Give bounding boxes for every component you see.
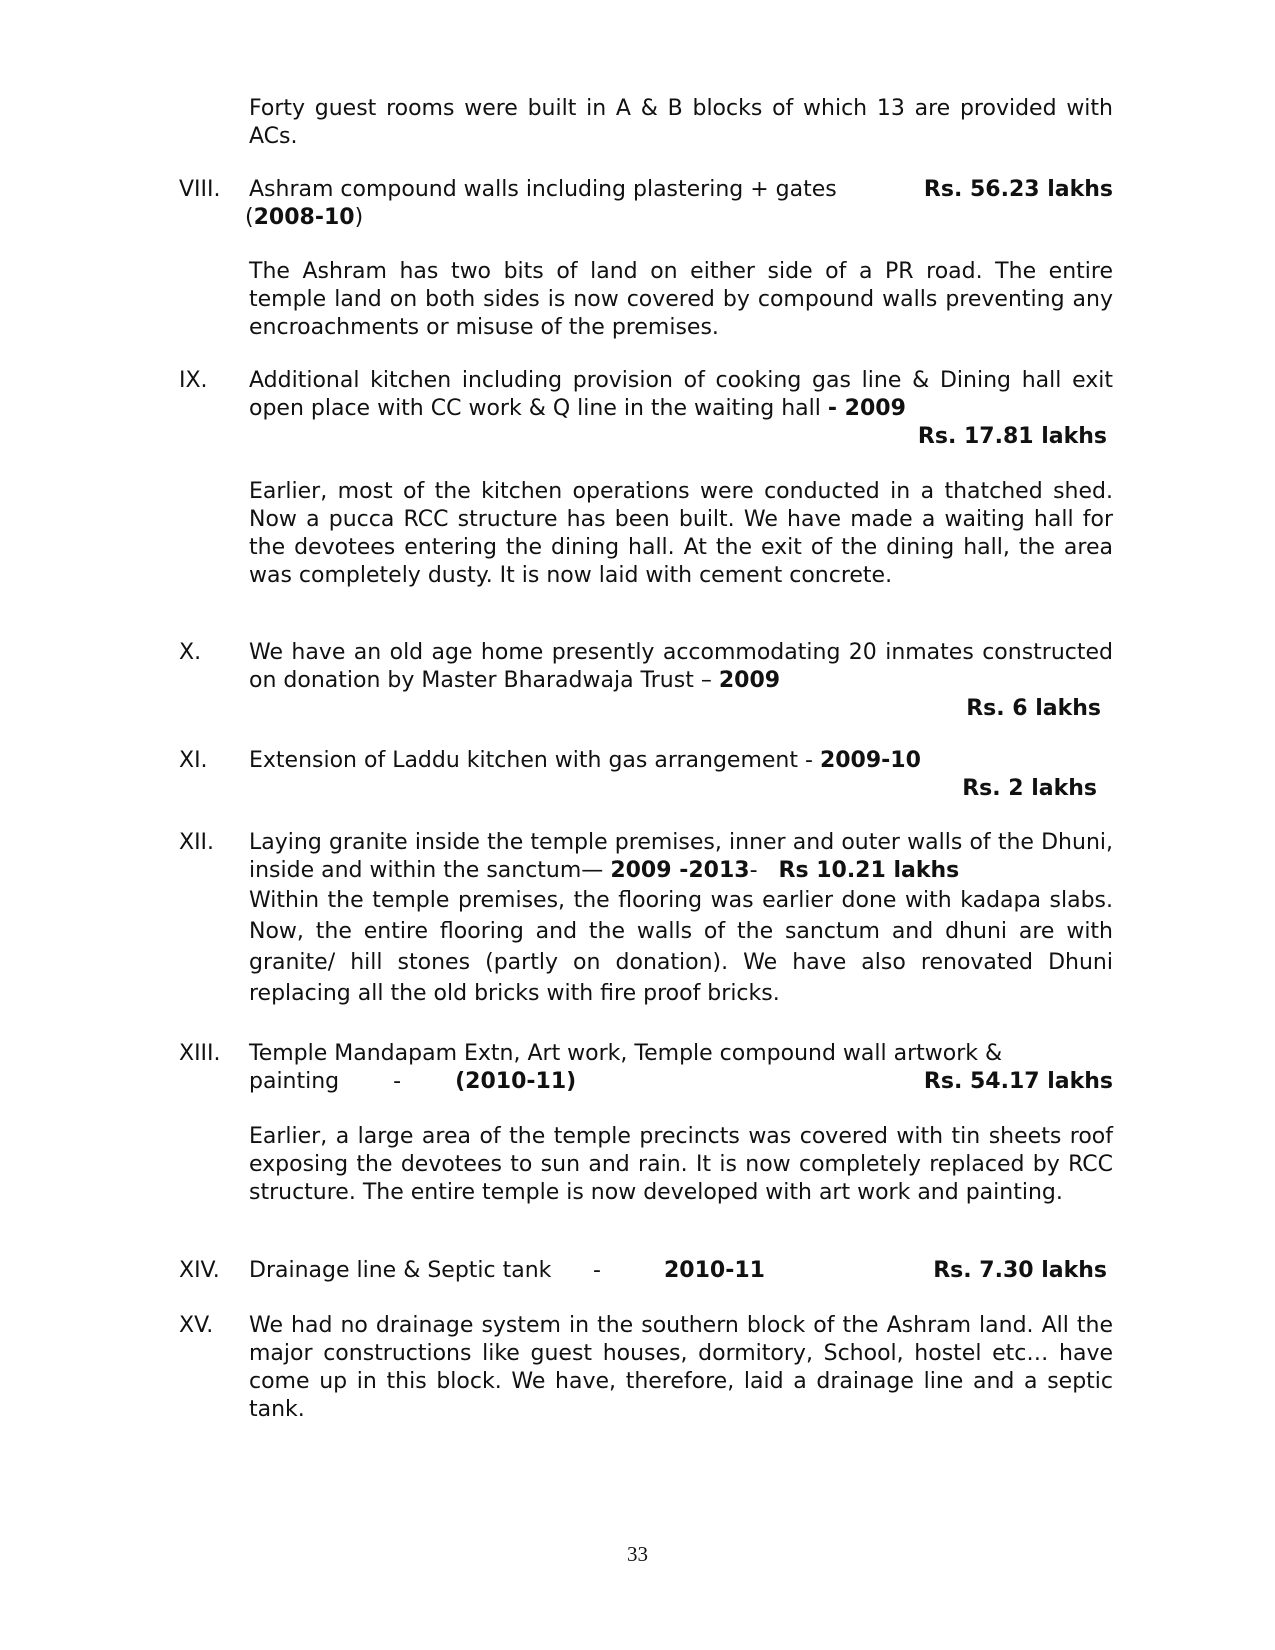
item-title: Drainage line & Septic tank — [249, 1258, 552, 1283]
item-year: - 2009 — [827, 396, 906, 421]
item-title: We have an old age home presently accommodating 20 inmates constructed on donation by Master Bharadwaja Trust – — [249, 640, 1113, 693]
item-title: Additional kitchen including provision of cooking gas line & Dining hall exit open place with CC work & Q line in the waiting hall — [249, 368, 1113, 421]
item-numeral: XV. — [179, 1313, 214, 1338]
item-amount: Rs. 2 lakhs — [962, 776, 1097, 801]
item-xi — [179, 747, 1113, 803]
item-year: 2009 — [718, 668, 781, 693]
item-numeral: XIII. — [179, 1041, 221, 1066]
item-numeral: IX. — [179, 368, 208, 393]
item-amount: Rs. 17.81 lakhs — [917, 424, 1107, 449]
item-amount: Rs. 54.17 lakhs — [923, 1069, 1113, 1094]
item-xii: XII. Laying granite inside the temple premises, inner and outer walls of the Dhuni, inside and within the sanctum— 2009 -2013- Rs 10.21 lakhs Within the temple premises, the flooring was earlier done with kadapa slabs. Now, the entire flooring and the walls of the sanctum and dhuni are with granite/ hill stones (partly on donation). We have also renovated Dhuni replacing all the old bricks with fire proof bricks. — [179, 829, 1113, 1009]
item-title: Ashram compound walls including plastering + gates — [249, 177, 837, 202]
item-year: 2010-11 — [664, 1258, 765, 1283]
item-xiii: XIII. Temple Mandapam Extn, Art work, Temple compound wall artwork & painting - (2010-11) Rs. 54.17 lakhs Earlier, a large area of the temple precincts was covered with tin sheets roof exposing the devotees to sun and rain. It is now completely replaced by RCC structure. The entire temple is now developed with art work and painting. — [179, 1041, 1113, 1205]
item-year: (2010-11) — [455, 1069, 577, 1094]
item-viii: VIII. Ashram compound walls including plastering + gates Rs. 56.23 lakhs (2008-10) The Ashram has two bits of land on either side of a PR road. The entire temple land on both sides is now covered by compound walls preventing any encroachments or misuse of the premises. — [179, 177, 1113, 340]
item-x — [179, 639, 1113, 723]
item-year: 2009 -2013 — [610, 858, 750, 883]
item-description: Earlier, most of the kitchen operations were conducted in a thatched shed. Now a pucca RCC structure has been built. We have made a waiting hall for the devotees entering the dining hall. At the exit of the dining hall, the area was completely dusty. It is now laid with cement concrete. — [249, 479, 1113, 588]
item-xv — [179, 1312, 1113, 1424]
item-amount: Rs. 56.23 lakhs — [923, 177, 1113, 202]
item-description: Within the temple premises, the flooring was earlier done with kadapa slabs. Now, the entire flooring and the walls of the sanctum and dhuni are with granite/ hill stones (partly on donation). We have also renovated Dhuni replacing all the old bricks with fire proof bricks. — [249, 888, 1113, 1006]
item-numeral: XIV. — [179, 1258, 220, 1283]
page-number: 33 — [627, 1542, 648, 1566]
item-description: We had no drainage system in the southern block of the Ashram land. All the major constructions like guest houses, dormitory, School, hostel etc… have come up in this block. We have, therefore, laid a drainage line and a septic tank. — [249, 1313, 1113, 1422]
item-year: 2008-10 — [253, 205, 355, 230]
item-amount: Rs. 6 lakhs — [966, 696, 1101, 721]
item-numeral: XI. — [179, 748, 208, 773]
intro-paragraph: Forty guest rooms were built in A & B blocks of which 13 are provided with ACs. — [249, 96, 1113, 149]
item-ix — [179, 367, 1113, 590]
item-amount: Rs 10.21 lakhs — [778, 858, 960, 883]
item-numeral: XII. — [179, 830, 215, 855]
item-year: 2009-10 — [819, 748, 921, 773]
item-title-cont: painting — [249, 1069, 340, 1094]
item-amount: Rs. 7.30 lakhs — [933, 1258, 1107, 1283]
item-title: Laying granite inside the temple premises, inner and outer walls of the Dhuni, inside and within the sanctum— — [249, 830, 1113, 883]
item-title: Temple Mandapam Extn, Art work, Temple compound wall artwork & — [249, 1041, 1003, 1066]
item-title: Extension of Laddu kitchen with gas arrangement - — [249, 748, 813, 773]
item-description: The Ashram has two bits of land on either side of a PR road. The entire temple land on both sides is now covered by compound walls preventing any encroachments or misuse of the premises. — [249, 259, 1113, 340]
item-description: Earlier, a large area of the temple precincts was covered with tin sheets roof exposing the devotees to sun and rain. It is now completely replaced by RCC structure. The entire temple is now developed with art work and painting. — [249, 1124, 1113, 1205]
item-xiv: XIV. Drainage line & Septic tank - 2010-11 Rs. 7.30 lakhs — [179, 1258, 1107, 1283]
item-numeral: X. — [179, 640, 202, 665]
item-numeral: VIII. — [179, 177, 221, 202]
